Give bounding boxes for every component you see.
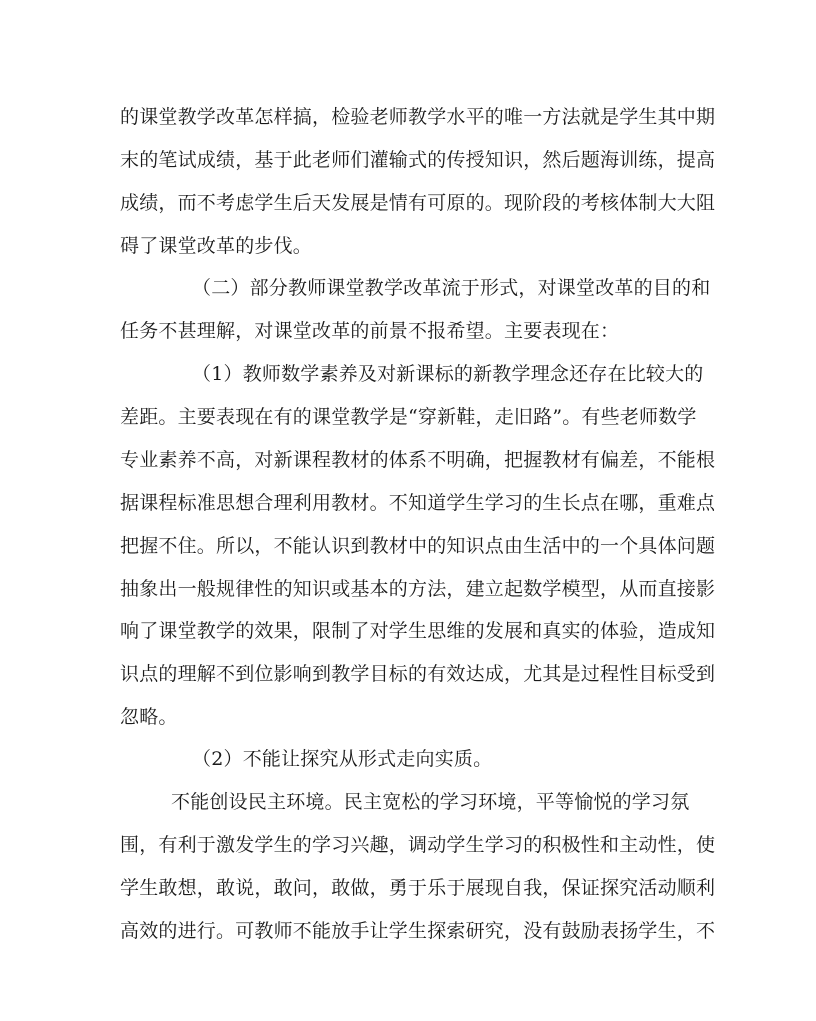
paragraph-line: 把握不住。所以，不能认识到教材中的知识点由生活中的一个具体问题 xyxy=(120,535,716,557)
paragraph-first-line: 不能创设民主环境。民主宽松的学习环境，平等愉悦的学习氛 xyxy=(171,791,690,813)
subsection-heading-line: （2）不能让探究从形式走向实质。 xyxy=(192,748,493,770)
paragraph-line: 忽略。 xyxy=(120,706,178,728)
paragraph-line: 抽象出一般规律性的知识或基本的方法，建立起数学模型，从而直接影 xyxy=(120,578,716,600)
paragraph-line: 任务不甚理解，对课堂改革的前景不报希望。主要表现在： xyxy=(120,320,620,342)
paragraph-line: 差距。主要表现在有的课堂教学是“穿新鞋，走旧路”。有些老师数学 xyxy=(120,406,697,428)
paragraph-line: 专业素养不高，对新课程教材的体系不明确，把握教材有偏差，不能根 xyxy=(120,449,716,471)
paragraph-line: 成绩，而不考虑学生后天发展是情有可原的。现阶段的考核体制大大阻 xyxy=(120,192,716,214)
paragraph-line: 末的笔试成绩，基于此老师们灌输式的传授知识，然后题海训练，提高 xyxy=(120,149,716,171)
paragraph-line: 碍了课堂改革的步伐。 xyxy=(120,235,313,257)
subsection-heading-line: （1）教师数学素养及对新课标的新教学理念还存在比较大的 xyxy=(192,363,704,385)
paragraph-line: 高效的进行。可教师不能放手让学生探索研究，没有鼓励表扬学生，不 xyxy=(120,920,716,942)
paragraph-line: 据课程标准思想合理利用教材。不知道学生学习的生长点在哪，重难点 xyxy=(120,492,716,514)
paragraph-line: 学生敢想，敢说，敢问，敢做，勇于乐于展现自我，保证探究活动顺利 xyxy=(120,877,716,899)
paragraph-line: 围，有利于激发学生的学习兴趣，调动学生学习的积极性和主动性，使 xyxy=(120,834,716,856)
paragraph-line: 的课堂教学改革怎样搞，检验老师教学水平的唯一方法就是学生其中期 xyxy=(120,106,716,128)
paragraph-line: 响了课堂教学的效果，限制了对学生思维的发展和真实的体验，造成知 xyxy=(120,620,716,642)
section-heading-line: （二）部分教师课堂教学改革流于形式，对课堂改革的目的和 xyxy=(192,277,711,299)
paragraph-line: 识点的理解不到位影响到教学目标的有效达成，尤其是过程性目标受到 xyxy=(120,663,716,685)
